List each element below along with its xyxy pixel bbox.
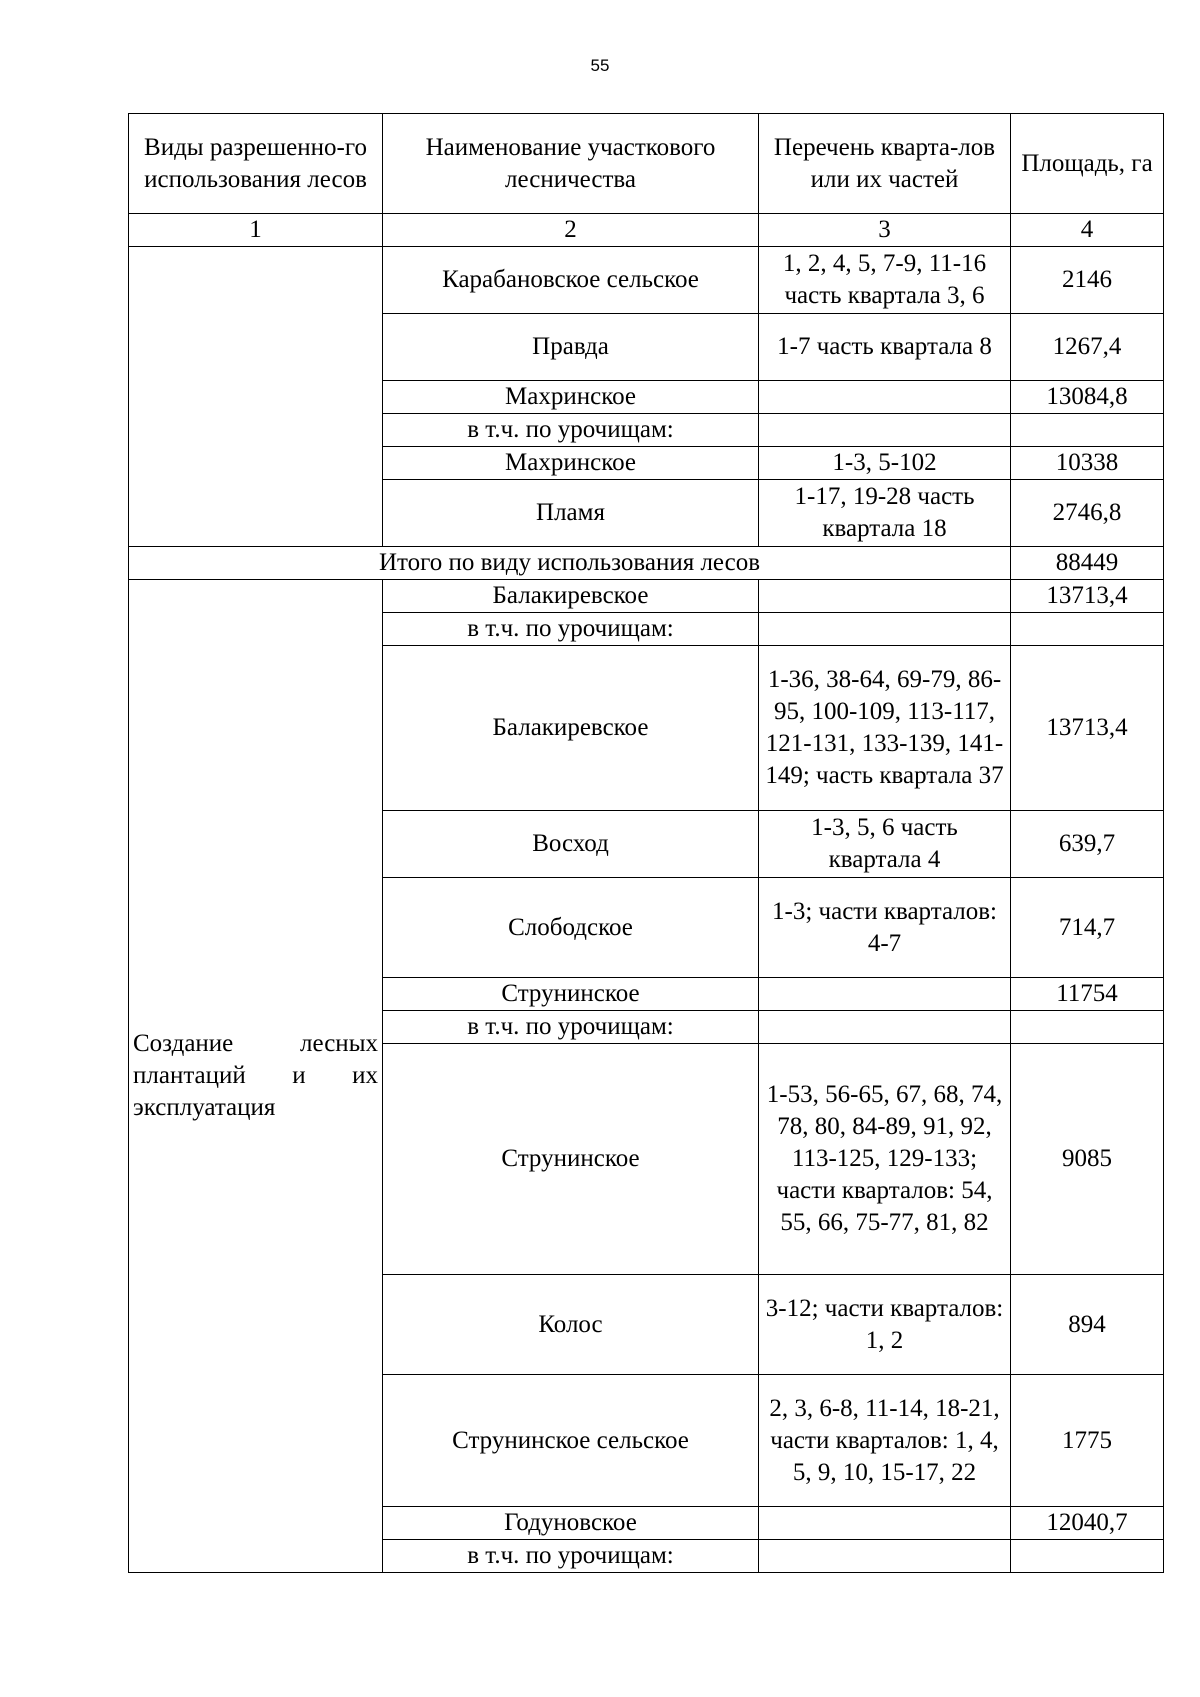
area-value bbox=[1011, 414, 1164, 447]
forestry-name: Колос bbox=[383, 1275, 759, 1375]
table-header-row bbox=[129, 114, 1164, 214]
forestry-name: Струнинское bbox=[383, 978, 759, 1011]
forestry-name: Годуновское bbox=[383, 1507, 759, 1540]
forestry-name: в т.ч. по урочищам: bbox=[383, 613, 759, 646]
quarters-list: 1-17, 19-28 часть квартала 18 bbox=[759, 480, 1011, 547]
header-quarters-list: Перечень кварта-лов или их частей bbox=[759, 114, 1011, 214]
quarters-list: 1-3, 5, 6 часть квартала 4 bbox=[759, 811, 1011, 878]
area-value: 9085 bbox=[1011, 1044, 1164, 1275]
forestry-name: Махринское bbox=[383, 381, 759, 414]
forestry-name: Махринское bbox=[383, 447, 759, 480]
total-area: 88449 bbox=[1011, 547, 1164, 580]
forestry-name: в т.ч. по урочищам: bbox=[383, 1540, 759, 1573]
forestry-name: Слободское bbox=[383, 878, 759, 978]
quarters-list: 1, 2, 4, 5, 7-9, 11-16 часть квартала 3, 6 bbox=[759, 247, 1011, 314]
area-value: 10338 bbox=[1011, 447, 1164, 480]
area-value bbox=[1011, 1011, 1164, 1044]
quarters-list bbox=[759, 1507, 1011, 1540]
table-row bbox=[129, 247, 1164, 314]
quarters-list bbox=[759, 414, 1011, 447]
area-value: 714,7 bbox=[1011, 878, 1164, 978]
area-value: 12040,7 bbox=[1011, 1507, 1164, 1540]
use-type-cell bbox=[129, 247, 383, 547]
area-value: 13713,4 bbox=[1011, 646, 1164, 811]
header-permitted-use: Виды разрешенно-го использования лесов bbox=[129, 114, 383, 214]
area-value bbox=[1011, 613, 1164, 646]
quarters-list: 3-12; части кварталов: 1, 2 bbox=[759, 1275, 1011, 1375]
quarters-list: 1-53, 56-65, 67, 68, 74, 78, 80, 84-89, 91, 92, 113-125, 129-133; части кварталов: 54, 55, 66, 75-77, 81, 82 bbox=[759, 1044, 1011, 1275]
column-number: 3 bbox=[759, 214, 1011, 247]
quarters-list: 1-7 часть квартала 8 bbox=[759, 314, 1011, 381]
forestry-name: в т.ч. по урочищам: bbox=[383, 1011, 759, 1044]
area-value bbox=[1011, 1540, 1164, 1573]
column-number: 1 bbox=[129, 214, 383, 247]
forestry-name: Балакиревское bbox=[383, 646, 759, 811]
page-number: 55 bbox=[590, 56, 610, 75]
quarters-list bbox=[759, 580, 1011, 613]
quarters-list: 1-36, 38-64, 69-79, 86-95, 100-109, 113-117, 121-131, 133-139, 141-149; часть квартала 37 bbox=[759, 646, 1011, 811]
forestry-name: в т.ч. по урочищам: bbox=[383, 414, 759, 447]
area-value: 13084,8 bbox=[1011, 381, 1164, 414]
forest-use-table bbox=[128, 113, 1164, 1573]
forestry-name: Струнинское сельское bbox=[383, 1375, 759, 1507]
area-value: 1775 bbox=[1011, 1375, 1164, 1507]
forestry-name: Восход bbox=[383, 811, 759, 878]
header-area: Площадь, га bbox=[1011, 114, 1164, 214]
quarters-list bbox=[759, 613, 1011, 646]
forestry-name: Карабановское сельское bbox=[383, 247, 759, 314]
forestry-name: Балакиревское bbox=[383, 580, 759, 613]
table-row bbox=[129, 580, 1164, 613]
quarters-list: 2, 3, 6-8, 11-14, 18-21, части кварталов: 1, 4, 5, 9, 10, 15-17, 22 bbox=[759, 1375, 1011, 1507]
quarters-list bbox=[759, 1011, 1011, 1044]
column-number: 2 bbox=[383, 214, 759, 247]
area-value: 2746,8 bbox=[1011, 480, 1164, 547]
forestry-name: Пламя bbox=[383, 480, 759, 547]
use-type-label: Создание лесных плантаций и их эксплуатация bbox=[133, 1030, 378, 1121]
quarters-list: 1-3; части кварталов: 4-7 bbox=[759, 878, 1011, 978]
header-forestry-name: Наименование участкового лесничества bbox=[383, 114, 759, 214]
forestry-name: Струнинское bbox=[383, 1044, 759, 1275]
area-value: 1267,4 bbox=[1011, 314, 1164, 381]
area-value: 639,7 bbox=[1011, 811, 1164, 878]
quarters-list bbox=[759, 381, 1011, 414]
quarters-list bbox=[759, 1540, 1011, 1573]
column-number: 4 bbox=[1011, 214, 1164, 247]
use-type-cell bbox=[129, 580, 383, 1573]
area-value: 11754 bbox=[1011, 978, 1164, 1011]
forestry-name: Правда bbox=[383, 314, 759, 381]
column-number-row bbox=[129, 214, 1164, 247]
quarters-list: 1-3, 5-102 bbox=[759, 447, 1011, 480]
quarters-list bbox=[759, 978, 1011, 1011]
total-label: Итого по виду использования лесов bbox=[129, 547, 1011, 580]
area-value: 13713,4 bbox=[1011, 580, 1164, 613]
area-value: 894 bbox=[1011, 1275, 1164, 1375]
area-value: 2146 bbox=[1011, 247, 1164, 314]
total-row bbox=[129, 547, 1164, 580]
